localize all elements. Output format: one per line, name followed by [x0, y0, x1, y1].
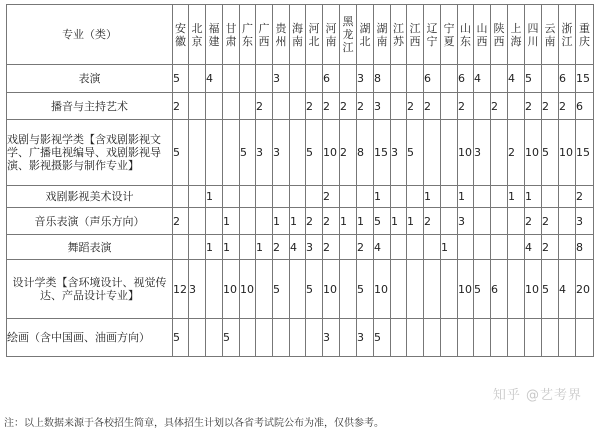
- quota-cell: 8: [357, 120, 374, 186]
- quota-cell: 10: [240, 260, 256, 319]
- province-header: 福建: [206, 5, 223, 65]
- quota-cell: 6: [559, 65, 576, 93]
- quota-cell: [559, 235, 576, 260]
- category-header: 专业（类）: [7, 5, 173, 65]
- quota-cell: 10: [323, 120, 340, 186]
- footnote: 注：以上数据来源于各校招生简章，具体招生计划以各省考试院公布为准，仅供参考。: [4, 418, 384, 429]
- quota-cell: 2: [323, 186, 340, 208]
- quota-cell: 5: [542, 120, 559, 186]
- quota-cell: [391, 260, 407, 319]
- quota-cell: [223, 65, 240, 93]
- quota-cell: 10: [525, 120, 542, 186]
- quota-cell: 4: [508, 65, 525, 93]
- quota-cell: [391, 235, 407, 260]
- quota-cell: 1: [525, 186, 542, 208]
- quota-cell: 2: [525, 93, 542, 120]
- province-header: 甘肃: [223, 5, 240, 65]
- province-header: 广西: [256, 5, 273, 65]
- quota-cell: [290, 93, 306, 120]
- quota-cell: [407, 319, 424, 357]
- quota-cell: 1: [374, 186, 391, 208]
- quota-cell: 3: [357, 319, 374, 357]
- quota-cell: 1: [458, 186, 474, 208]
- table-row: [7, 120, 594, 186]
- quota-cell: 10: [525, 260, 542, 319]
- quota-cell: 2: [525, 208, 542, 235]
- quota-cell: 8: [374, 65, 391, 93]
- quota-cell: [491, 186, 508, 208]
- quota-cell: 4: [474, 65, 491, 93]
- quota-cell: [391, 93, 407, 120]
- quota-cell: [189, 186, 206, 208]
- quota-cell: 3: [273, 65, 290, 93]
- quota-cell: [240, 319, 256, 357]
- quota-cell: 3: [256, 120, 273, 186]
- quota-cell: [256, 186, 273, 208]
- major-name-cell: 设计学类【含环境设计、视觉传达、产品设计专业】: [7, 260, 173, 319]
- quota-cell: 10: [374, 260, 391, 319]
- province-header: 辽宁: [424, 5, 441, 65]
- quota-cell: [240, 65, 256, 93]
- quota-cell: 3: [189, 260, 206, 319]
- province-header: 江苏: [391, 5, 407, 65]
- quota-cell: [306, 186, 323, 208]
- quota-cell: 5: [407, 120, 424, 186]
- quota-cell: 5: [357, 260, 374, 319]
- province-header: 广东: [240, 5, 256, 65]
- province-header: 浙江: [559, 5, 576, 65]
- quota-cell: [491, 319, 508, 357]
- major-name-cell: 播音与主持艺术: [7, 93, 173, 120]
- quota-cell: 5: [525, 65, 542, 93]
- quota-cell: 2: [559, 93, 576, 120]
- quota-cell: [240, 208, 256, 235]
- quota-cell: 2: [542, 208, 559, 235]
- quota-cell: [559, 186, 576, 208]
- quota-cell: [189, 120, 206, 186]
- quota-cell: 15: [576, 65, 594, 93]
- province-header: 重庆: [576, 5, 594, 65]
- province-header: 湖南: [374, 5, 391, 65]
- quota-cell: 6: [458, 65, 474, 93]
- quota-cell: [206, 208, 223, 235]
- quota-cell: [306, 65, 323, 93]
- major-name-cell: 表演: [7, 65, 173, 93]
- quota-cell: 2: [173, 93, 189, 120]
- quota-cell: 4: [525, 235, 542, 260]
- quota-cell: 2: [542, 235, 559, 260]
- major-name-cell: 戏剧与影视学类【含戏剧影视文学、广播电视编导、戏剧影视导演、影视摄影与制作专业】: [7, 120, 173, 186]
- quota-cell: 1: [206, 235, 223, 260]
- quota-cell: 12: [173, 260, 189, 319]
- quota-cell: [240, 235, 256, 260]
- quota-cell: 3: [357, 65, 374, 93]
- quota-cell: 15: [576, 120, 594, 186]
- quota-cell: [173, 186, 189, 208]
- quota-cell: 2: [256, 93, 273, 120]
- quota-cell: [340, 319, 357, 357]
- quota-cell: 2: [340, 120, 357, 186]
- quota-cell: [240, 186, 256, 208]
- quota-cell: [340, 186, 357, 208]
- quota-cell: [240, 93, 256, 120]
- quota-cell: 2: [576, 186, 594, 208]
- quota-cell: [508, 93, 525, 120]
- quota-cell: 2: [407, 93, 424, 120]
- major-name-cell: 绘画（含中国画、油画方向）: [7, 319, 173, 357]
- quota-cell: [340, 235, 357, 260]
- quota-cell: [491, 65, 508, 93]
- watermark: 知乎 @艺考界: [492, 388, 582, 403]
- quota-cell: [441, 186, 458, 208]
- quota-cell: 2: [357, 235, 374, 260]
- quota-cell: [391, 319, 407, 357]
- quota-cell: 2: [306, 208, 323, 235]
- quota-cell: 5: [173, 65, 189, 93]
- quota-cell: 1: [441, 235, 458, 260]
- quota-cell: [273, 93, 290, 120]
- quota-cell: 1: [424, 186, 441, 208]
- quota-cell: 1: [223, 208, 240, 235]
- province-header: 海南: [290, 5, 306, 65]
- province-header: 上海: [508, 5, 525, 65]
- table-row: [7, 319, 594, 357]
- quota-cell: 1: [256, 235, 273, 260]
- quota-cell: 6: [491, 260, 508, 319]
- quota-cell: [340, 260, 357, 319]
- quota-cell: 1: [206, 186, 223, 208]
- quota-cell: [189, 93, 206, 120]
- table-row: [7, 186, 594, 208]
- quota-cell: [391, 186, 407, 208]
- quota-cell: [189, 65, 206, 93]
- table-row: [7, 260, 594, 319]
- quota-cell: [290, 260, 306, 319]
- quota-cell: [407, 260, 424, 319]
- quota-cell: [491, 120, 508, 186]
- quota-cell: [407, 235, 424, 260]
- quota-cell: [576, 319, 594, 357]
- quota-cell: [474, 235, 491, 260]
- quota-cell: [458, 319, 474, 357]
- quota-cell: 10: [559, 120, 576, 186]
- quota-cell: [542, 319, 559, 357]
- quota-cell: [508, 260, 525, 319]
- quota-cell: 1: [508, 186, 525, 208]
- province-header: 黑龙江: [340, 5, 357, 65]
- province-header: 北京: [189, 5, 206, 65]
- quota-cell: [223, 93, 240, 120]
- quota-cell: [189, 319, 206, 357]
- quota-cell: 2: [306, 93, 323, 120]
- quota-cell: [474, 93, 491, 120]
- quota-cell: [290, 120, 306, 186]
- quota-cell: [559, 319, 576, 357]
- quota-cell: 1: [357, 208, 374, 235]
- quota-cell: 2: [424, 208, 441, 235]
- quota-cell: [424, 120, 441, 186]
- quota-cell: [424, 260, 441, 319]
- quota-cell: 2: [491, 93, 508, 120]
- quota-cell: 3: [458, 208, 474, 235]
- quota-cell: [441, 65, 458, 93]
- quota-cell: [306, 319, 323, 357]
- enrollment-table: [6, 4, 594, 357]
- quota-cell: 5: [374, 319, 391, 357]
- quota-cell: 6: [424, 65, 441, 93]
- quota-cell: [340, 65, 357, 93]
- quota-cell: [206, 120, 223, 186]
- quota-cell: [256, 65, 273, 93]
- quota-cell: 1: [407, 208, 424, 235]
- quota-cell: 10: [223, 260, 240, 319]
- quota-cell: 2: [173, 208, 189, 235]
- province-header: 陕西: [491, 5, 508, 65]
- quota-cell: 6: [576, 93, 594, 120]
- quota-cell: [441, 93, 458, 120]
- quota-cell: 3: [374, 93, 391, 120]
- quota-cell: [424, 235, 441, 260]
- quota-cell: [256, 208, 273, 235]
- quota-cell: [508, 208, 525, 235]
- quota-cell: [508, 235, 525, 260]
- quota-cell: [206, 93, 223, 120]
- quota-cell: 5: [306, 260, 323, 319]
- quota-cell: [391, 65, 407, 93]
- quota-cell: 1: [340, 208, 357, 235]
- quota-cell: [491, 208, 508, 235]
- quota-cell: [441, 319, 458, 357]
- quota-cell: [491, 235, 508, 260]
- quota-cell: 1: [391, 208, 407, 235]
- quota-cell: [474, 208, 491, 235]
- quota-cell: 3: [306, 235, 323, 260]
- quota-cell: 2: [340, 93, 357, 120]
- quota-cell: [441, 120, 458, 186]
- quota-cell: [542, 186, 559, 208]
- quota-cell: 5: [374, 208, 391, 235]
- quota-cell: 1: [290, 208, 306, 235]
- quota-cell: [407, 186, 424, 208]
- quota-cell: 3: [273, 120, 290, 186]
- quota-cell: 5: [306, 120, 323, 186]
- quota-cell: 2: [458, 93, 474, 120]
- quota-cell: 3: [474, 120, 491, 186]
- quota-cell: 10: [458, 260, 474, 319]
- quota-cell: 5: [173, 120, 189, 186]
- table-row: [7, 93, 594, 120]
- quota-cell: 4: [374, 235, 391, 260]
- province-header: 宁夏: [441, 5, 458, 65]
- province-header: 山东: [458, 5, 474, 65]
- quota-cell: [290, 186, 306, 208]
- quota-cell: [559, 208, 576, 235]
- quota-cell: 2: [508, 120, 525, 186]
- province-header: 山西: [474, 5, 491, 65]
- table-header-row: [7, 5, 594, 65]
- quota-cell: 1: [223, 235, 240, 260]
- quota-cell: [290, 65, 306, 93]
- quota-cell: [474, 186, 491, 208]
- province-header: 江西: [407, 5, 424, 65]
- quota-cell: 5: [474, 260, 491, 319]
- province-header: 湖北: [357, 5, 374, 65]
- province-header: 河北: [306, 5, 323, 65]
- quota-cell: 5: [173, 319, 189, 357]
- quota-cell: [357, 186, 374, 208]
- quota-cell: [223, 186, 240, 208]
- province-header: 贵州: [273, 5, 290, 65]
- quota-cell: [273, 186, 290, 208]
- quota-cell: 10: [323, 260, 340, 319]
- quota-cell: 5: [273, 260, 290, 319]
- major-name-cell: 舞蹈表演: [7, 235, 173, 260]
- quota-cell: 4: [206, 65, 223, 93]
- major-name-cell: 音乐表演（声乐方向）: [7, 208, 173, 235]
- quota-cell: 4: [559, 260, 576, 319]
- quota-cell: 8: [576, 235, 594, 260]
- quota-cell: [189, 235, 206, 260]
- quota-cell: [441, 260, 458, 319]
- quota-cell: 2: [542, 93, 559, 120]
- province-header: 云南: [542, 5, 559, 65]
- quota-cell: [441, 208, 458, 235]
- quota-cell: [189, 208, 206, 235]
- quota-cell: 3: [576, 208, 594, 235]
- quota-cell: 10: [458, 120, 474, 186]
- quota-cell: [525, 319, 542, 357]
- quota-cell: [273, 319, 290, 357]
- quota-cell: 1: [273, 208, 290, 235]
- province-header: 河南: [323, 5, 340, 65]
- major-name-cell: 戏剧影视美术设计: [7, 186, 173, 208]
- quota-cell: [173, 235, 189, 260]
- quota-cell: 5: [223, 319, 240, 357]
- quota-cell: 2: [323, 208, 340, 235]
- quota-cell: 2: [323, 93, 340, 120]
- quota-cell: 20: [576, 260, 594, 319]
- quota-cell: 5: [542, 260, 559, 319]
- quota-cell: 2: [424, 93, 441, 120]
- quota-cell: 15: [374, 120, 391, 186]
- quota-cell: 5: [240, 120, 256, 186]
- quota-cell: [508, 319, 525, 357]
- table-row: [7, 235, 594, 260]
- quota-cell: [206, 260, 223, 319]
- quota-cell: [256, 319, 273, 357]
- quota-cell: 6: [323, 65, 340, 93]
- province-header: 安徽: [173, 5, 189, 65]
- quota-cell: 2: [357, 93, 374, 120]
- quota-cell: 4: [290, 235, 306, 260]
- table-row: [7, 65, 594, 93]
- quota-cell: 3: [323, 319, 340, 357]
- quota-cell: 2: [273, 235, 290, 260]
- quota-cell: [542, 65, 559, 93]
- quota-cell: [424, 319, 441, 357]
- quota-cell: [206, 319, 223, 357]
- quota-cell: [458, 235, 474, 260]
- quota-cell: [256, 260, 273, 319]
- quota-cell: 2: [323, 235, 340, 260]
- quota-cell: [223, 120, 240, 186]
- quota-cell: [407, 65, 424, 93]
- province-header: 四川: [525, 5, 542, 65]
- quota-cell: [474, 319, 491, 357]
- quota-cell: 3: [391, 120, 407, 186]
- quota-cell: [290, 319, 306, 357]
- table-row: [7, 208, 594, 235]
